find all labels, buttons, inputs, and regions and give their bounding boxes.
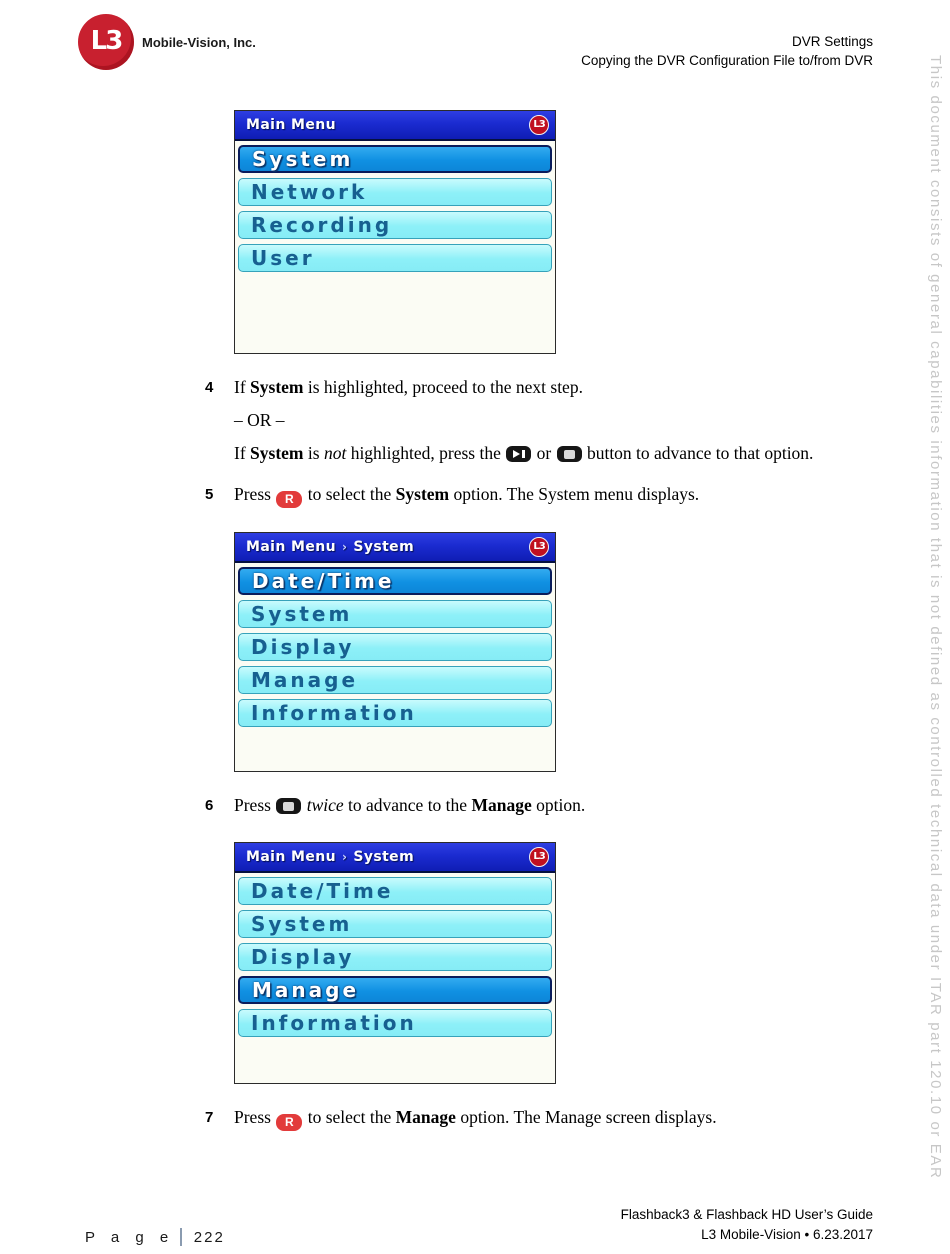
itar-watermark: This document consists of general capabilities information that is not defined as controlled technical data under ITAR part 120.10 or EAR [927, 55, 944, 1180]
menu-item-list [235, 141, 555, 277]
step-text: Press twice to advance to the Manage option. [234, 795, 586, 815]
step-text: If System is highlighted, proceed to the next step. – OR – If System is not highlighted, press the or button to advance to that option. [234, 377, 814, 463]
doc-title: DVR Settings [791, 34, 873, 49]
menu-title-part: Main Menu [246, 849, 336, 865]
record-button-icon: R [276, 1114, 302, 1131]
footer-divider [180, 1228, 182, 1246]
menu-item-system: System [238, 600, 552, 628]
publisher-line: L3 Mobile-Vision • 6.23.2017 [701, 1227, 873, 1242]
menu-title-part: System [353, 849, 415, 865]
menu-item-manage: Manage [238, 666, 552, 694]
breadcrumb-separator: › [341, 540, 348, 554]
dvr-menu-screenshot-system-manage [234, 842, 556, 1084]
step-text: Press R to select the System option. The System menu displays. [234, 484, 700, 506]
stop-button-icon [557, 446, 582, 462]
step-4 [205, 377, 895, 464]
l3-badge-icon: L3 [529, 115, 549, 135]
menu-titlebar [235, 533, 555, 563]
menu-titlebar [235, 843, 555, 873]
step-7 [205, 1107, 895, 1131]
page-number: 222 [193, 1228, 225, 1246]
dvr-menu-screenshot-main [234, 110, 556, 354]
page-label: P a g e [85, 1228, 175, 1246]
menu-title-part: System [353, 539, 415, 555]
stop-button-icon [276, 798, 301, 814]
step-number: 4 [205, 379, 214, 396]
step-number: 6 [205, 797, 214, 814]
l3-badge-icon: L3 [529, 847, 549, 867]
company-logo [78, 14, 256, 70]
menu-item-system: System [238, 145, 552, 173]
menu-item-display: Display [238, 943, 552, 971]
page-footer-right [621, 1205, 873, 1245]
menu-item-information: Information [238, 699, 552, 727]
menu-item-manage: Manage [238, 976, 552, 1004]
step-number: 7 [205, 1109, 214, 1126]
menu-item-information: Information [238, 1009, 552, 1037]
step-number: 5 [205, 486, 214, 503]
play-pause-button-icon [506, 446, 531, 462]
l3-logo-icon [78, 14, 134, 70]
dvr-menu-screenshot-system [234, 532, 556, 772]
menu-titlebar [235, 111, 555, 141]
page-footer-left [85, 1228, 225, 1246]
step-text: Press R to select the Manage option. The Manage screen displays. [234, 1107, 717, 1129]
record-button-icon: R [276, 491, 302, 508]
page-header [581, 32, 873, 70]
menu-item-user: User [238, 244, 552, 272]
menu-item-date-time: Date/Time [238, 567, 552, 595]
menu-title-part: Main Menu [246, 117, 336, 133]
menu-item-list [235, 873, 555, 1042]
doc-subtitle: Copying the DVR Configuration File to/from DVR [581, 53, 873, 68]
l3-badge-icon: L3 [529, 537, 549, 557]
menu-item-display: Display [238, 633, 552, 661]
company-name: Mobile-Vision, Inc. [142, 34, 256, 50]
menu-item-list [235, 563, 555, 732]
menu-item-date-time: Date/Time [238, 877, 552, 905]
breadcrumb-separator: › [341, 850, 348, 864]
l3-logo-text: L3 [90, 26, 122, 56]
step-6 [205, 795, 895, 816]
menu-item-network: Network [238, 178, 552, 206]
guide-title: Flashback3 & Flashback HD User’s Guide [620, 1207, 873, 1222]
menu-item-system: System [238, 910, 552, 938]
menu-item-recording: Recording [238, 211, 552, 239]
menu-title-part: Main Menu [246, 539, 336, 555]
step-5 [205, 484, 895, 508]
